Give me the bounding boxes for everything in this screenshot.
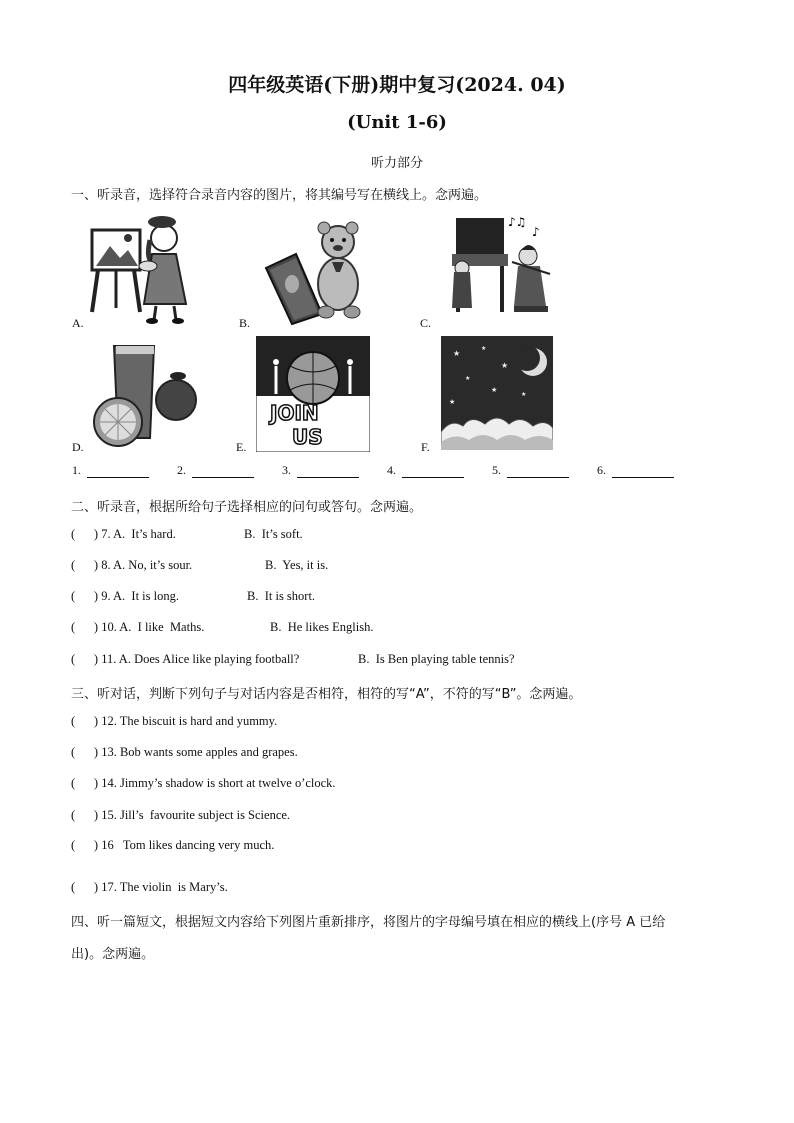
svg-text:★: ★ [481,345,487,352]
section-1-heading: 一、听录音，选择符合录音内容的图片，将其编号写在横线上。念两遍。 [71,188,488,203]
svg-text:♪♫: ♪♫ [508,215,527,229]
question-10-option-b: B. He likes English. [270,620,374,634]
question-8-option-b: B. Yes, it is. [265,558,329,572]
question-17: ( ) 17. The violin is Mary’s. [71,880,228,894]
unit-subtitle: (Unit 1-6) [347,112,447,133]
svg-text:★: ★ [521,391,527,398]
picture-e-join-us-basketball [256,336,370,452]
blank-1[interactable]: 1. [72,463,149,478]
question-8: ( ) 8. A. No, it’s sour. [71,558,193,572]
picture-b-book-and-teddy [262,218,362,326]
picture-a-label: A. [72,316,84,330]
question-16: ( ) 16 Tom likes dancing very much. [71,838,275,852]
section-2-heading: 二、听录音，根据所给句子选择相应的问句或答句。念两遍。 [71,500,423,515]
svg-text:★: ★ [491,386,498,394]
svg-text:♪: ♪ [532,225,540,239]
question-10: ( ) 10. A. I like Maths. [71,620,205,634]
blank-4[interactable]: 4. [387,463,464,478]
question-14: ( ) 14. Jimmy’s shadow is short at twelve o’clock. [71,776,336,790]
section-4-heading-line-1: 四、听一篇短文，根据短文内容给下列图片重新排序，将图片的字母编号填在相应的横线上(序号 A 已给 [71,915,666,930]
blank-5[interactable]: 5. [492,463,569,478]
question-9-option-b: B. It is short. [247,589,316,603]
section-4-heading-line-2: 出)。念两遍。 [71,947,155,962]
question-11: ( ) 11. A. Does Alice like playing football? [71,652,300,666]
picture-f-night-sky [441,336,553,450]
listening-part-label: 听力部分 [370,156,423,171]
blank-3[interactable]: 3. [282,463,359,478]
section-3-heading: 三、听对话，判断下列句子与对话内容是否相符，相符的写“A”，不符的写“B”。念两遍。 [71,687,582,702]
page-title: 四年级英语(下册)期中复习(2024. 04) [228,74,566,96]
picture-f-label: F. [421,440,430,454]
question-15: ( ) 15. Jill’s favourite subject is Science. [71,808,291,822]
join-text: JOIN [270,401,319,425]
question-13: ( ) 13. Bob wants some apples and grapes. [71,745,298,759]
us-text: US [292,425,323,449]
picture-c-piano-and-violin [442,212,556,324]
picture-d-juice-and-fruit [92,340,198,448]
picture-b-label: B. [239,316,251,330]
picture-a-painting [88,208,192,326]
svg-text:★: ★ [453,349,461,358]
question-11-option-b: B. Is Ben playing table tennis? [358,652,515,666]
question-7: ( ) 7. A. It’s hard. [71,527,176,541]
picture-d-label: D. [72,440,84,454]
question-12: ( ) 12. The biscuit is hard and yummy. [71,714,278,728]
blank-2[interactable]: 2. [177,463,254,478]
picture-c-label: C. [420,316,432,330]
question-9: ( ) 9. A. It is long. [71,589,179,603]
picture-e-label: E. [236,440,247,454]
svg-text:★: ★ [501,361,509,370]
svg-text:★: ★ [449,398,456,406]
blank-6[interactable]: 6. [597,463,674,478]
svg-text:★: ★ [465,375,471,382]
question-7-option-b: B. It’s soft. [244,527,303,541]
